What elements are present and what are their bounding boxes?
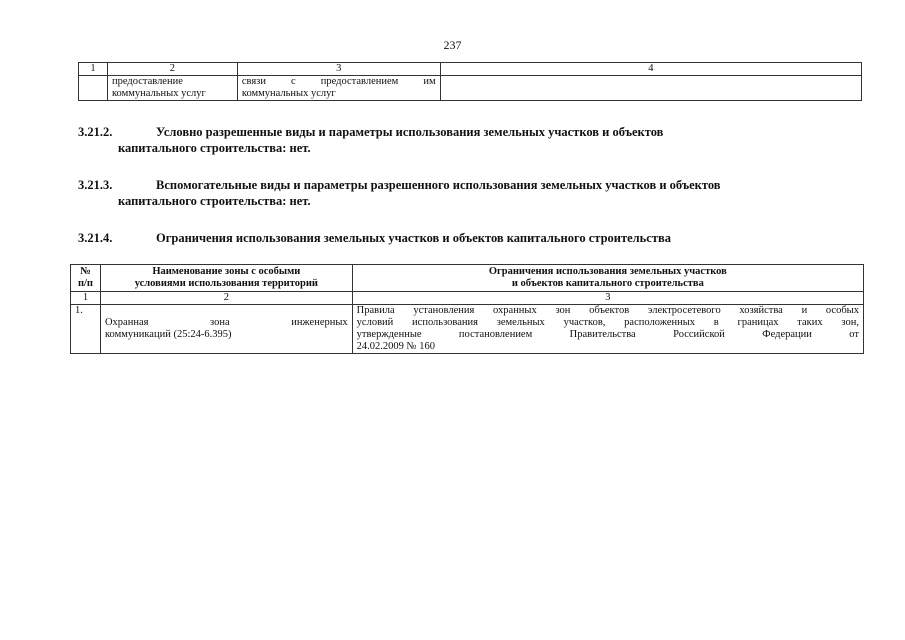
section-3-21-3 bbox=[78, 177, 878, 209]
section-number: 3.21.2. bbox=[78, 125, 113, 139]
section-number: 3.21.4. bbox=[78, 231, 113, 245]
cell-line: условий использования земельных участков, расположенных в границах таких зон, bbox=[356, 317, 859, 328]
table-row bbox=[79, 76, 862, 101]
header-line: условиями использования территорий bbox=[134, 278, 318, 289]
restrictions-table bbox=[70, 264, 864, 354]
section-title: Ограничения использования земельных участков и объектов капитального строительства bbox=[156, 231, 671, 245]
table-header-cell: 4 bbox=[440, 63, 861, 76]
row-number: 1. bbox=[71, 305, 101, 354]
section-number: 3.21.3. bbox=[78, 178, 113, 192]
table-header-cell: 2 bbox=[107, 63, 237, 76]
cell-line: 24.02.2009 № 160 bbox=[356, 341, 435, 352]
cell-line: предоставление bbox=[111, 76, 183, 87]
table-cell-empty bbox=[79, 76, 108, 101]
column-number: 3 bbox=[352, 292, 863, 305]
table-header-cell: 3 bbox=[237, 63, 440, 76]
header-line: № bbox=[80, 266, 91, 277]
table-header-row bbox=[71, 265, 864, 292]
header-restrictions bbox=[352, 265, 863, 292]
cell-line: коммуникаций (25:24-6.395) bbox=[104, 329, 232, 340]
restriction-cell bbox=[352, 305, 863, 354]
table-row bbox=[71, 305, 864, 354]
cell-line: утвержденные постановлением Правительства Российской Федерации от bbox=[356, 329, 859, 340]
column-number: 1 bbox=[71, 292, 101, 305]
table-cell bbox=[237, 76, 440, 101]
section-3-21-2 bbox=[78, 124, 878, 156]
cell-line: Правила установления охранных зон объектов электросетевого хозяйства и особых bbox=[356, 305, 859, 316]
section-title: Вспомогательные виды и параметры разрешенного использования земельных участков и объектов bbox=[156, 178, 721, 192]
cell-line: связи с предоставлением им bbox=[241, 76, 436, 87]
table-header-row bbox=[79, 63, 862, 76]
section-title-cont: капитального строительства: нет. bbox=[118, 141, 311, 155]
cell-line: коммунальных услуг bbox=[111, 88, 206, 99]
top-continuation-table bbox=[78, 62, 862, 101]
header-line: Наименование зоны с особыми bbox=[152, 266, 301, 277]
cell-line: коммунальных услуг bbox=[241, 88, 336, 99]
table-cell bbox=[440, 76, 861, 101]
section-title-cont: капитального строительства: нет. bbox=[118, 194, 311, 208]
cell-line: Охранная зона инженерных bbox=[104, 317, 348, 328]
section-title: Условно разрешенные виды и параметры использования земельных участков и объектов bbox=[156, 125, 664, 139]
header-line: и объектов капитального строительства bbox=[511, 278, 704, 289]
table-number-row bbox=[71, 292, 864, 305]
header-zone-name bbox=[100, 265, 352, 292]
table-header-cell: 1 bbox=[79, 63, 108, 76]
header-line: п/п bbox=[77, 278, 93, 289]
section-3-21-4 bbox=[78, 230, 878, 246]
table-cell bbox=[107, 76, 237, 101]
zone-name-cell bbox=[100, 305, 352, 354]
column-number: 2 bbox=[100, 292, 352, 305]
header-line: Ограничения использования земельных участков bbox=[488, 266, 727, 277]
header-number bbox=[71, 265, 101, 292]
page-number: 237 bbox=[443, 38, 462, 52]
